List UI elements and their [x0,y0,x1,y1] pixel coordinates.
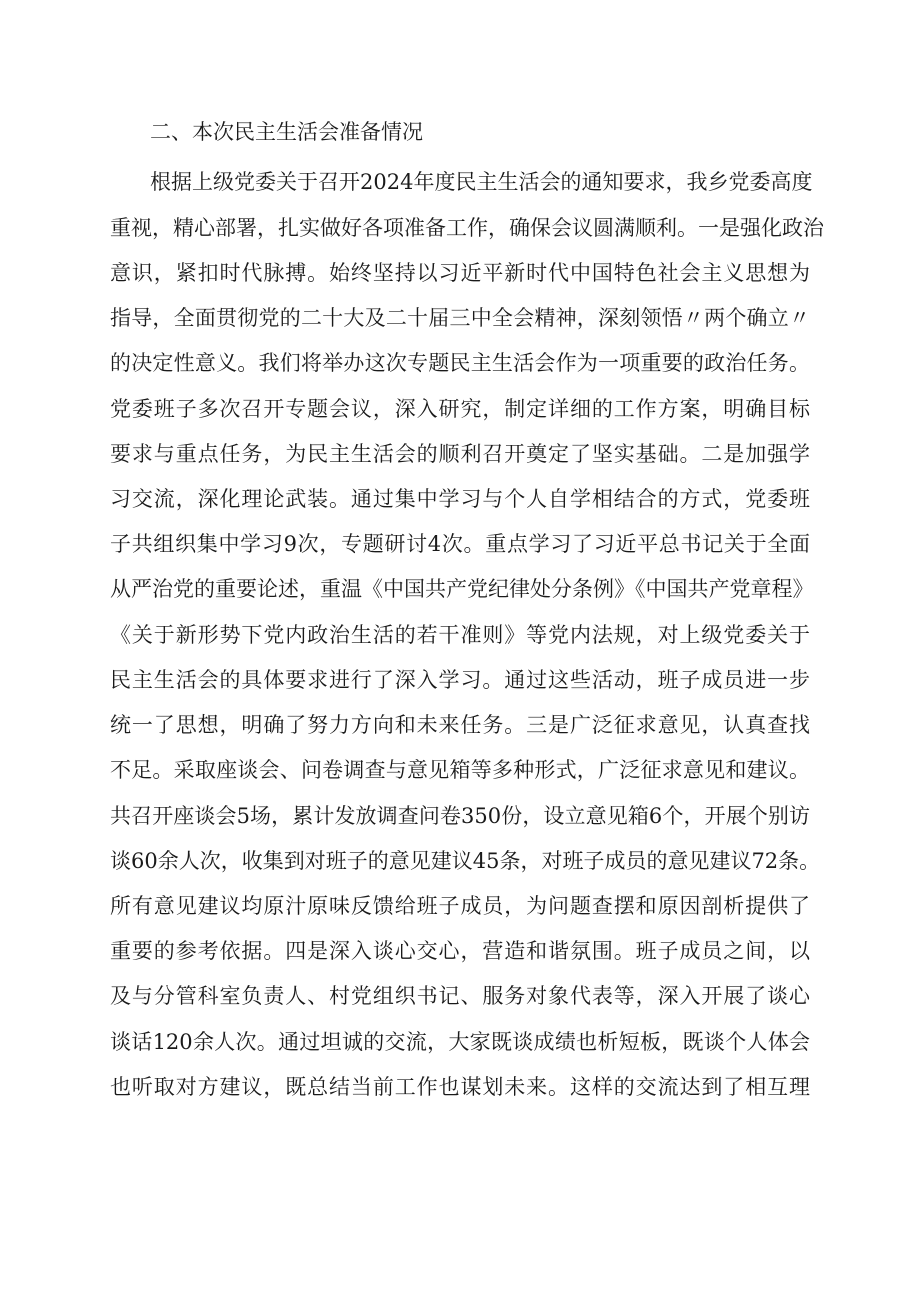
paragraph-line: 要求与重点任务，为民主生活会的顺利召开奠定了坚实基础。二是加强学 [110,442,810,466]
paragraph-line: 统一了思想，明确了努力方向和未来任务。三是广泛征求意见，认真查找 [110,713,810,737]
paragraph-line: 民主生活会的具体要求进行了深入学习。通过这些活动，班子成员进一步 [110,668,810,692]
paragraph-line: 党委班子多次召开专题会议，深入研究，制定详细的工作方案，明确目标 [110,397,810,421]
paragraph-line: 重视，精心部署，扎实做好各项准备工作，确保会议圆满顺利。一是强化政治 [110,216,824,240]
paragraph-line: 根据上级党委关于召开2024年度民主生活会的通知要求，我乡党委高度 [150,170,813,194]
paragraph-line: 不足。采取座谈会、问卷调查与意见箱等多种形式，广泛征求意见和建议。 [110,758,810,782]
paragraph-line: 谈话120余人次。通过坦诚的交流，大家既谈成绩也析短板，既谈个人体会 [110,1030,810,1054]
section-heading: 二、本次民主生活会准备情况 [150,120,423,144]
paragraph-line: 及与分管科室负责人、村党组织书记、服务对象代表等，深入开展了谈心 [110,984,810,1008]
paragraph-line: 意识，紧扣时代脉搏。始终坚持以习近平新时代中国特色社会主义思想为 [110,261,810,285]
paragraph-line: 习交流，深化理论武装。通过集中学习与个人自学相结合的方式，党委班 [110,487,810,511]
paragraph-line: 谈60余人次，收集到对班子的意见建议45条，对班子成员的意见建议72条。 [110,849,821,873]
paragraph-line: 指导，全面贯彻党的二十大及二十届三中全会精神，深刻领悟〃两个确立〃 [110,306,810,330]
paragraph-line: 的决定性意义。我们将举办这次专题民主生活会作为一项重要的政治任务。 [110,351,810,375]
paragraph-line: 《关于新形势下党内政治生活的若干准则》等党内法规，对上级党委关于 [110,623,810,647]
paragraph-line: 所有意见建议均原汁原味反馈给班子成员，为问题查摆和原因剖析提供了 [110,894,810,918]
paragraph-line: 从严治党的重要论述，重温《中国共产党纪律处分条例》《中国共产党章程》 [110,577,814,601]
paragraph-line: 也听取对方建议，既总结当前工作也谋划未来。这样的交流达到了相互理 [110,1075,810,1099]
paragraph-line: 共召开座谈会5场，累计发放调查问卷350份，设立意见箱6个，开展个别访 [110,804,810,828]
paragraph-line: 子共组织集中学习9次，专题研讨4次。重点学习了习近平总书记关于全面 [110,532,810,556]
paragraph-line: 重要的参考依据。四是深入谈心交心，营造和谐氛围。班子成员之间，以 [110,939,810,963]
